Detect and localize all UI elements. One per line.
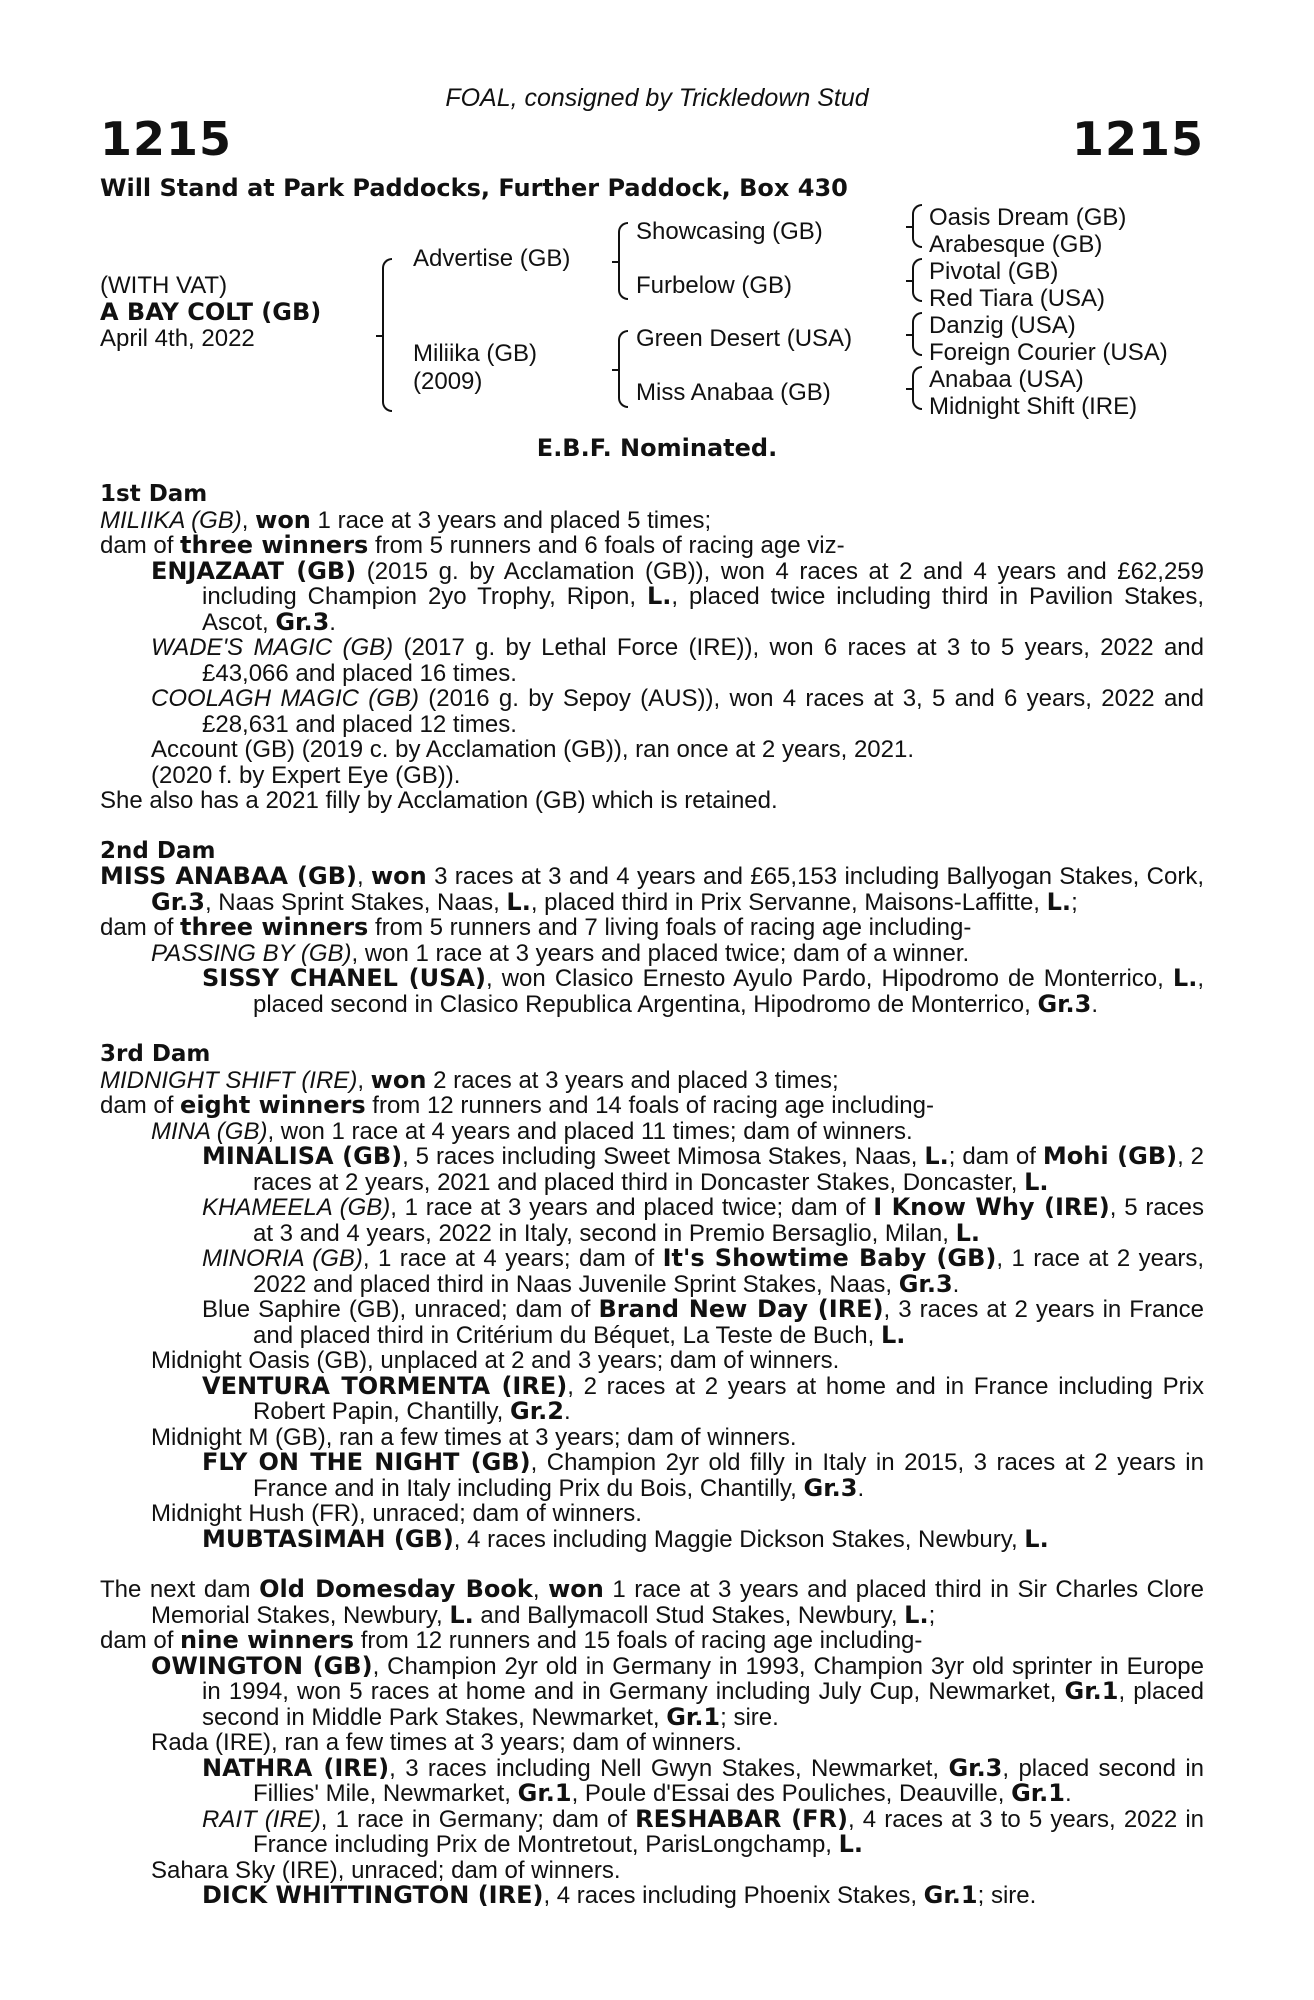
second-dam-produce-summary: dam of three winners from 5 runners and 7 living foals of racing age including-	[100, 913, 972, 941]
dam-dam: Miss Anabaa (GB)	[636, 379, 831, 406]
dam-year: (2009)	[413, 368, 483, 395]
second-dam-line: MISS ANABAA (GB), won 3 races at 3 and 4 years and £65,153 including Ballyogan Stakes, Cork, Gr.3, Naas Sprint Stakes, Naas, L., placed third in Prix Servanne, Maisons-Laffitte, L.;	[100, 862, 1205, 916]
gen3-5: Danzig (USA)	[929, 312, 1076, 339]
gen3-4: Red Tiara (USA)	[929, 285, 1106, 312]
produce-entry: ENJAZAAT (GB) (2015 g. by Acclamation (GB)), won 4 races at 2 and 4 years and £62,259 including Champion 2yo Trophy, Ripon, L., placed twice including third in Pavilion Stakes, Ascot, Gr.3.	[151, 556, 1204, 636]
catalogue-body	[100, 482, 1204, 1909]
gen3-8: Midnight Shift (IRE)	[929, 393, 1138, 420]
second-dam-heading: 2nd Dam	[100, 837, 216, 864]
produce-entry: MUBTASIMAH (GB), 4 races including Maggie Dickson Stakes, Newbury, L.	[202, 1524, 1049, 1553]
produce-entry: Account (GB) (2019 c. by Acclamation (GB)), ran once at 2 years, 2021.	[151, 736, 915, 763]
sire: Advertise (GB)	[413, 245, 571, 272]
pedigree-brace	[912, 312, 922, 356]
pedigree-brace	[912, 204, 922, 248]
gen3-6: Foreign Courier (USA)	[929, 339, 1168, 366]
first-dam-produce-summary: dam of three winners from 5 runners and 6 foals of racing age viz-	[100, 531, 845, 559]
subject-name: A BAY COLT (GB)	[100, 298, 322, 326]
foaling-date: April 4th, 2022	[100, 325, 255, 352]
stand-location: Will Stand at Park Paddocks, Further Paddock, Box 430	[100, 174, 848, 202]
produce-entry: Midnight M (GB), ran a few times at 3 years; dam of winners.	[151, 1423, 797, 1451]
pedigree-brace	[912, 366, 922, 410]
third-dam-heading: 3rd Dam	[100, 1041, 211, 1067]
next-dam-produce-summary: dam of nine winners from 12 runners and 15 foals of racing age including-	[100, 1626, 923, 1654]
produce-entry: DICK WHITTINGTON (IRE), 4 races including Phoenix Stakes, Gr.1; sire.	[202, 1881, 1037, 1909]
sire-dam: Furbelow (GB)	[636, 272, 793, 299]
sire-sire: Showcasing (GB)	[636, 218, 823, 245]
gen3-3: Pivotal (GB)	[929, 258, 1059, 285]
produce-entry: Rada (IRE), ran a few times at 3 years; dam of winners.	[151, 1729, 742, 1756]
pedigree-brace	[618, 330, 628, 408]
lot-number-right: 1215	[1071, 112, 1204, 166]
produce-entry: FLY ON THE NIGHT (GB), Champion 2yr old filly in Italy in 2015, 3 races at 2 years in France and in Italy including Prix du Bois, Chantilly, Gr.3.	[202, 1448, 1204, 1502]
produce-entry: Sahara Sky (IRE), unraced; dam of winners.	[151, 1856, 621, 1884]
produce-entry: MINORIA (GB), 1 race at 4 years; dam of It's Showtime Baby (GB), 1 race at 2 years, 2022 and placed third in Naas Juvenile Sprint Stakes, Naas, Gr.3.	[202, 1244, 1205, 1298]
produce-entry: MINA (GB), won 1 race at 4 years and placed 11 times; dam of winners.	[151, 1117, 913, 1145]
gen3-2: Arabesque (GB)	[929, 231, 1103, 258]
third-dam-produce-summary: dam of eight winners from 12 runners and 14 foals of racing age including-	[100, 1091, 934, 1119]
vat-note: (WITH VAT)	[100, 272, 228, 299]
produce-entry: VENTURA TORMENTA (IRE), 2 races at 2 years at home and in France including Prix Robert Papin, Chantilly, Gr.2.	[202, 1371, 1204, 1425]
produce-entry: NATHRA (IRE), 3 races including Nell Gwyn Stakes, Newmarket, Gr.3, placed second in Fillies' Mile, Newmarket, Gr.1, Poule d'Essai des Pouliches, Deauville, Gr.1.	[202, 1753, 1205, 1807]
produce-entry: KHAMEELA (GB), 1 race at 3 years and placed twice; dam of I Know Why (IRE), 5 races at 3 and 4 years, 2022 in Italy, second in Premio Bersaglio, Milan, L.	[202, 1193, 1205, 1247]
produce-entry: Midnight Oasis (GB), unplaced at 2 and 3 years; dam of winners.	[151, 1347, 840, 1374]
first-dam-heading: 1st Dam	[100, 481, 208, 507]
gen3-7: Anabaa (USA)	[929, 366, 1084, 393]
retained-note: She also has a 2021 filly by Acclamation (GB) which is retained.	[100, 787, 778, 814]
produce-entry: Midnight Hush (FR), unraced; dam of winners.	[151, 1500, 642, 1527]
third-dam-line: MIDNIGHT SHIFT (IRE), won 2 races at 3 years and placed 3 times;	[100, 1065, 839, 1094]
dam-sire: Green Desert (USA)	[636, 325, 853, 352]
pedigree-brace	[912, 258, 922, 302]
ebf-note: E.B.F. Nominated.	[536, 434, 778, 462]
pedigree-brace	[618, 222, 628, 300]
produce-entry: MINALISA (GB), 5 races including Sweet Mimosa Stakes, Naas, L.; dam of Mohi (GB), 2 races at 2 years, 2021 and placed third in Doncaster Stakes, Doncaster, L.	[202, 1142, 1205, 1196]
produce-entry: WADE'S MAGIC (GB) (2017 g. by Lethal Force (IRE)), won 6 races at 3 to 5 years, 2022 and £43,066 and placed 16 times.	[151, 634, 1205, 687]
first-dam-line: MILIIKA (GB), won 1 race at 3 years and placed 5 times;	[100, 505, 712, 534]
pedigree-brace	[382, 258, 392, 412]
produce-entry: PASSING BY (GB), won 1 race at 3 years and placed twice; dam of a winner.	[151, 939, 970, 967]
lot-number-left: 1215	[100, 112, 233, 166]
dam: Miliika (GB)	[413, 340, 537, 367]
next-dam-line: The next dam Old Domesday Book, won 1 race at 3 years and placed third in Sir Charles Clore Memorial Stakes, Newbury, L. and Ballymacoll Stud Stakes, Newbury, L.;	[100, 1575, 1204, 1629]
produce-entry: Blue Saphire (GB), unraced; dam of Brand New Day (IRE), 3 races at 2 years in France and placed third in Critérium du Béquet, La Teste de Buch, L.	[202, 1295, 1204, 1349]
consignor-line: FOAL, consigned by Trickledown Stud	[445, 84, 869, 112]
produce-entry: OWINGTON (GB), Champion 2yr old in Germany in 1993, Champion 3yr old sprinter in Europe in 1994, won 5 races at home and in Germany including July Cup, Newmarket, Gr.1, placed second in Middle Park Stakes, Newmarket, Gr.1; sire.	[151, 1651, 1205, 1731]
produce-entry: RAIT (IRE), 1 race in Germany; dam of RESHABAR (FR), 4 races at 3 to 5 years, 2022 in France including Prix de Montretout, ParisLongchamp, L.	[202, 1804, 1205, 1858]
produce-entry: (2020 f. by Expert Eye (GB)).	[151, 761, 461, 789]
produce-entry: SISSY CHANEL (USA), won Clasico Ernesto Ayulo Pardo, Hipodromo de Monterrico, L., placed second in Clasico Republica Argentina, Hipodromo de Monterrico, Gr.3.	[202, 964, 1204, 1018]
gen3-1: Oasis Dream (GB)	[929, 204, 1127, 231]
produce-entry: COOLAGH MAGIC (GB) (2016 g. by Sepoy (AUS)), won 4 races at 3, 5 and 6 years, 2022 and £28,631 and placed 12 times.	[151, 685, 1204, 738]
